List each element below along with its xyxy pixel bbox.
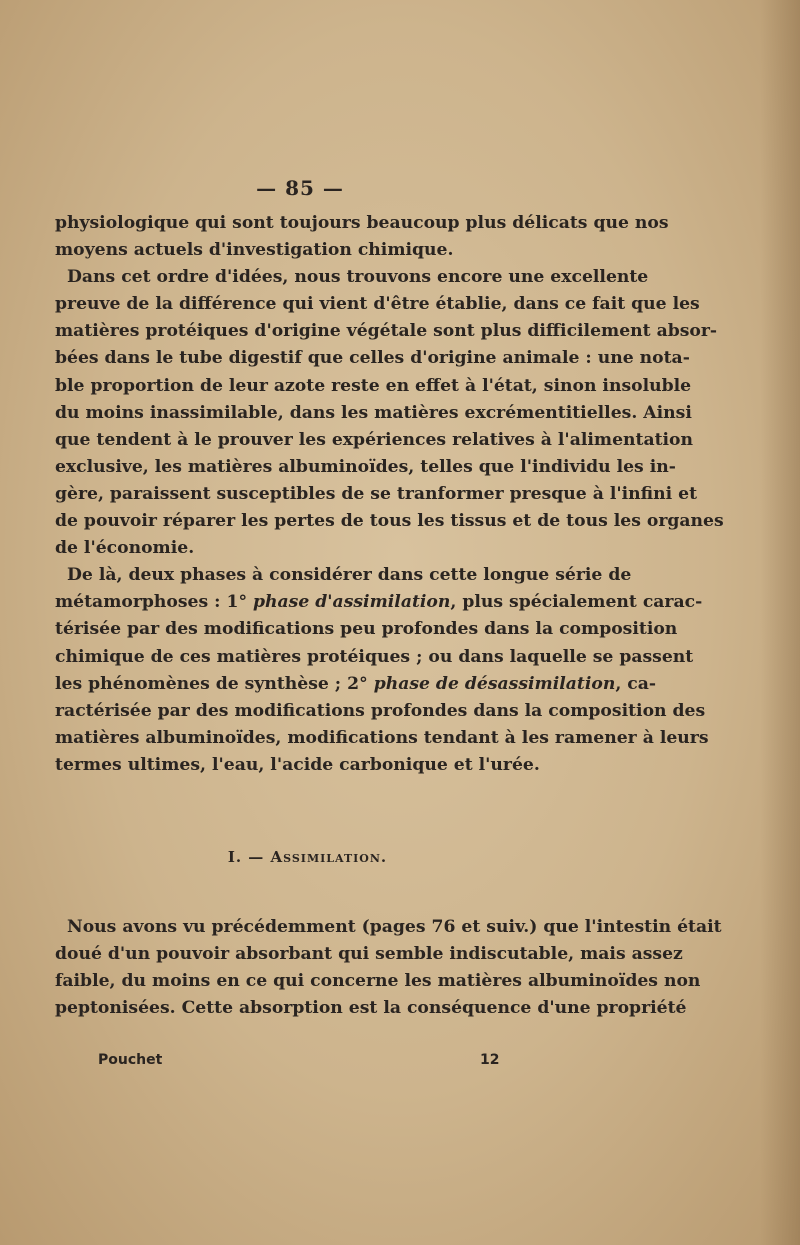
text-fragment: les phénomènes de synthèse ; 2° <box>55 673 374 694</box>
text-line: térisée par des modifications peu profondes dans la composition <box>55 619 678 640</box>
text-line: de pouvoir réparer les pertes de tous les tissus et de tous les organes <box>55 511 724 532</box>
text-line <box>55 589 703 616</box>
text-line: physiologique qui sont toujours beaucoup plus délicats que nos <box>55 213 669 233</box>
text-fragment: métamorphoses : 1° <box>55 592 254 613</box>
text-line: De là, deux phases à considérer dans cette longue série de <box>67 565 632 586</box>
text-line: doué d'un pouvoir absorbant qui semble indiscutable, mais assez <box>55 944 683 965</box>
body-text <box>55 210 724 779</box>
text-line: matières protéiques d'origine végétale sont plus difficilement absor- <box>55 321 718 342</box>
text-line: gère, paraissent susceptibles de se tranformer presque à l'infini et <box>55 483 698 504</box>
text-line: moyens actuels d'investigation chimique. <box>55 240 454 261</box>
text-line: que tendent à le prouver les expériences relatives à l'alimentation <box>55 429 694 450</box>
text-line: de l'économie. <box>55 538 195 559</box>
section-heading: I. — Assimilation. <box>227 848 388 866</box>
text-line <box>55 671 657 698</box>
page-number: — 85 — <box>256 176 344 200</box>
text-line: Dans cet ordre d'idées, nous trouvons encore une excellente <box>67 267 649 288</box>
text-line: du moins inassimilable, dans les matières excrémentitielles. Ainsi <box>55 402 692 423</box>
text-line: ble proportion de leur azote reste en effet à l'état, sinon insoluble <box>55 375 692 396</box>
page-edge-shadow <box>760 0 800 1245</box>
text-line: termes ultimes, l'eau, l'acide carbonique et l'urée. <box>55 754 540 775</box>
text-line: matières albuminoïdes, modifications tendant à les ramener à leurs <box>55 727 709 748</box>
text-line: Nous avons vu précédemment (pages 76 et suiv.) que l'intestin était <box>67 917 722 937</box>
italic-term: phase de désassimilation <box>373 673 616 694</box>
text-line: chimique de ces matières protéiques ; ou dans laquelle se passent <box>55 646 694 667</box>
text-fragment: , plus spécialement carac- <box>450 592 703 613</box>
text-line: peptonisées. Cette absorption est la conséquence d'une propriété <box>55 998 687 1019</box>
italic-term: phase d'assimilation <box>253 592 451 613</box>
text-fragment: , ca- <box>615 673 657 694</box>
body-text-continued <box>55 914 722 1022</box>
text-line: preuve de la différence qui vient d'être établie, dans ce fait que les <box>55 294 700 315</box>
text-line: bées dans le tube digestif que celles d'origine animale : une nota- <box>55 348 690 369</box>
text-line: faible, du moins en ce qui concerne les matières albuminoïdes non <box>55 971 701 992</box>
footer-author: Pouchet <box>98 1052 163 1068</box>
text-line: exclusive, les matières albuminoïdes, telles que l'individu les in- <box>55 456 676 477</box>
text-line: ractérisée par des modifications profondes dans la composition des <box>55 700 706 721</box>
footer-signature: 12 <box>480 1052 500 1068</box>
